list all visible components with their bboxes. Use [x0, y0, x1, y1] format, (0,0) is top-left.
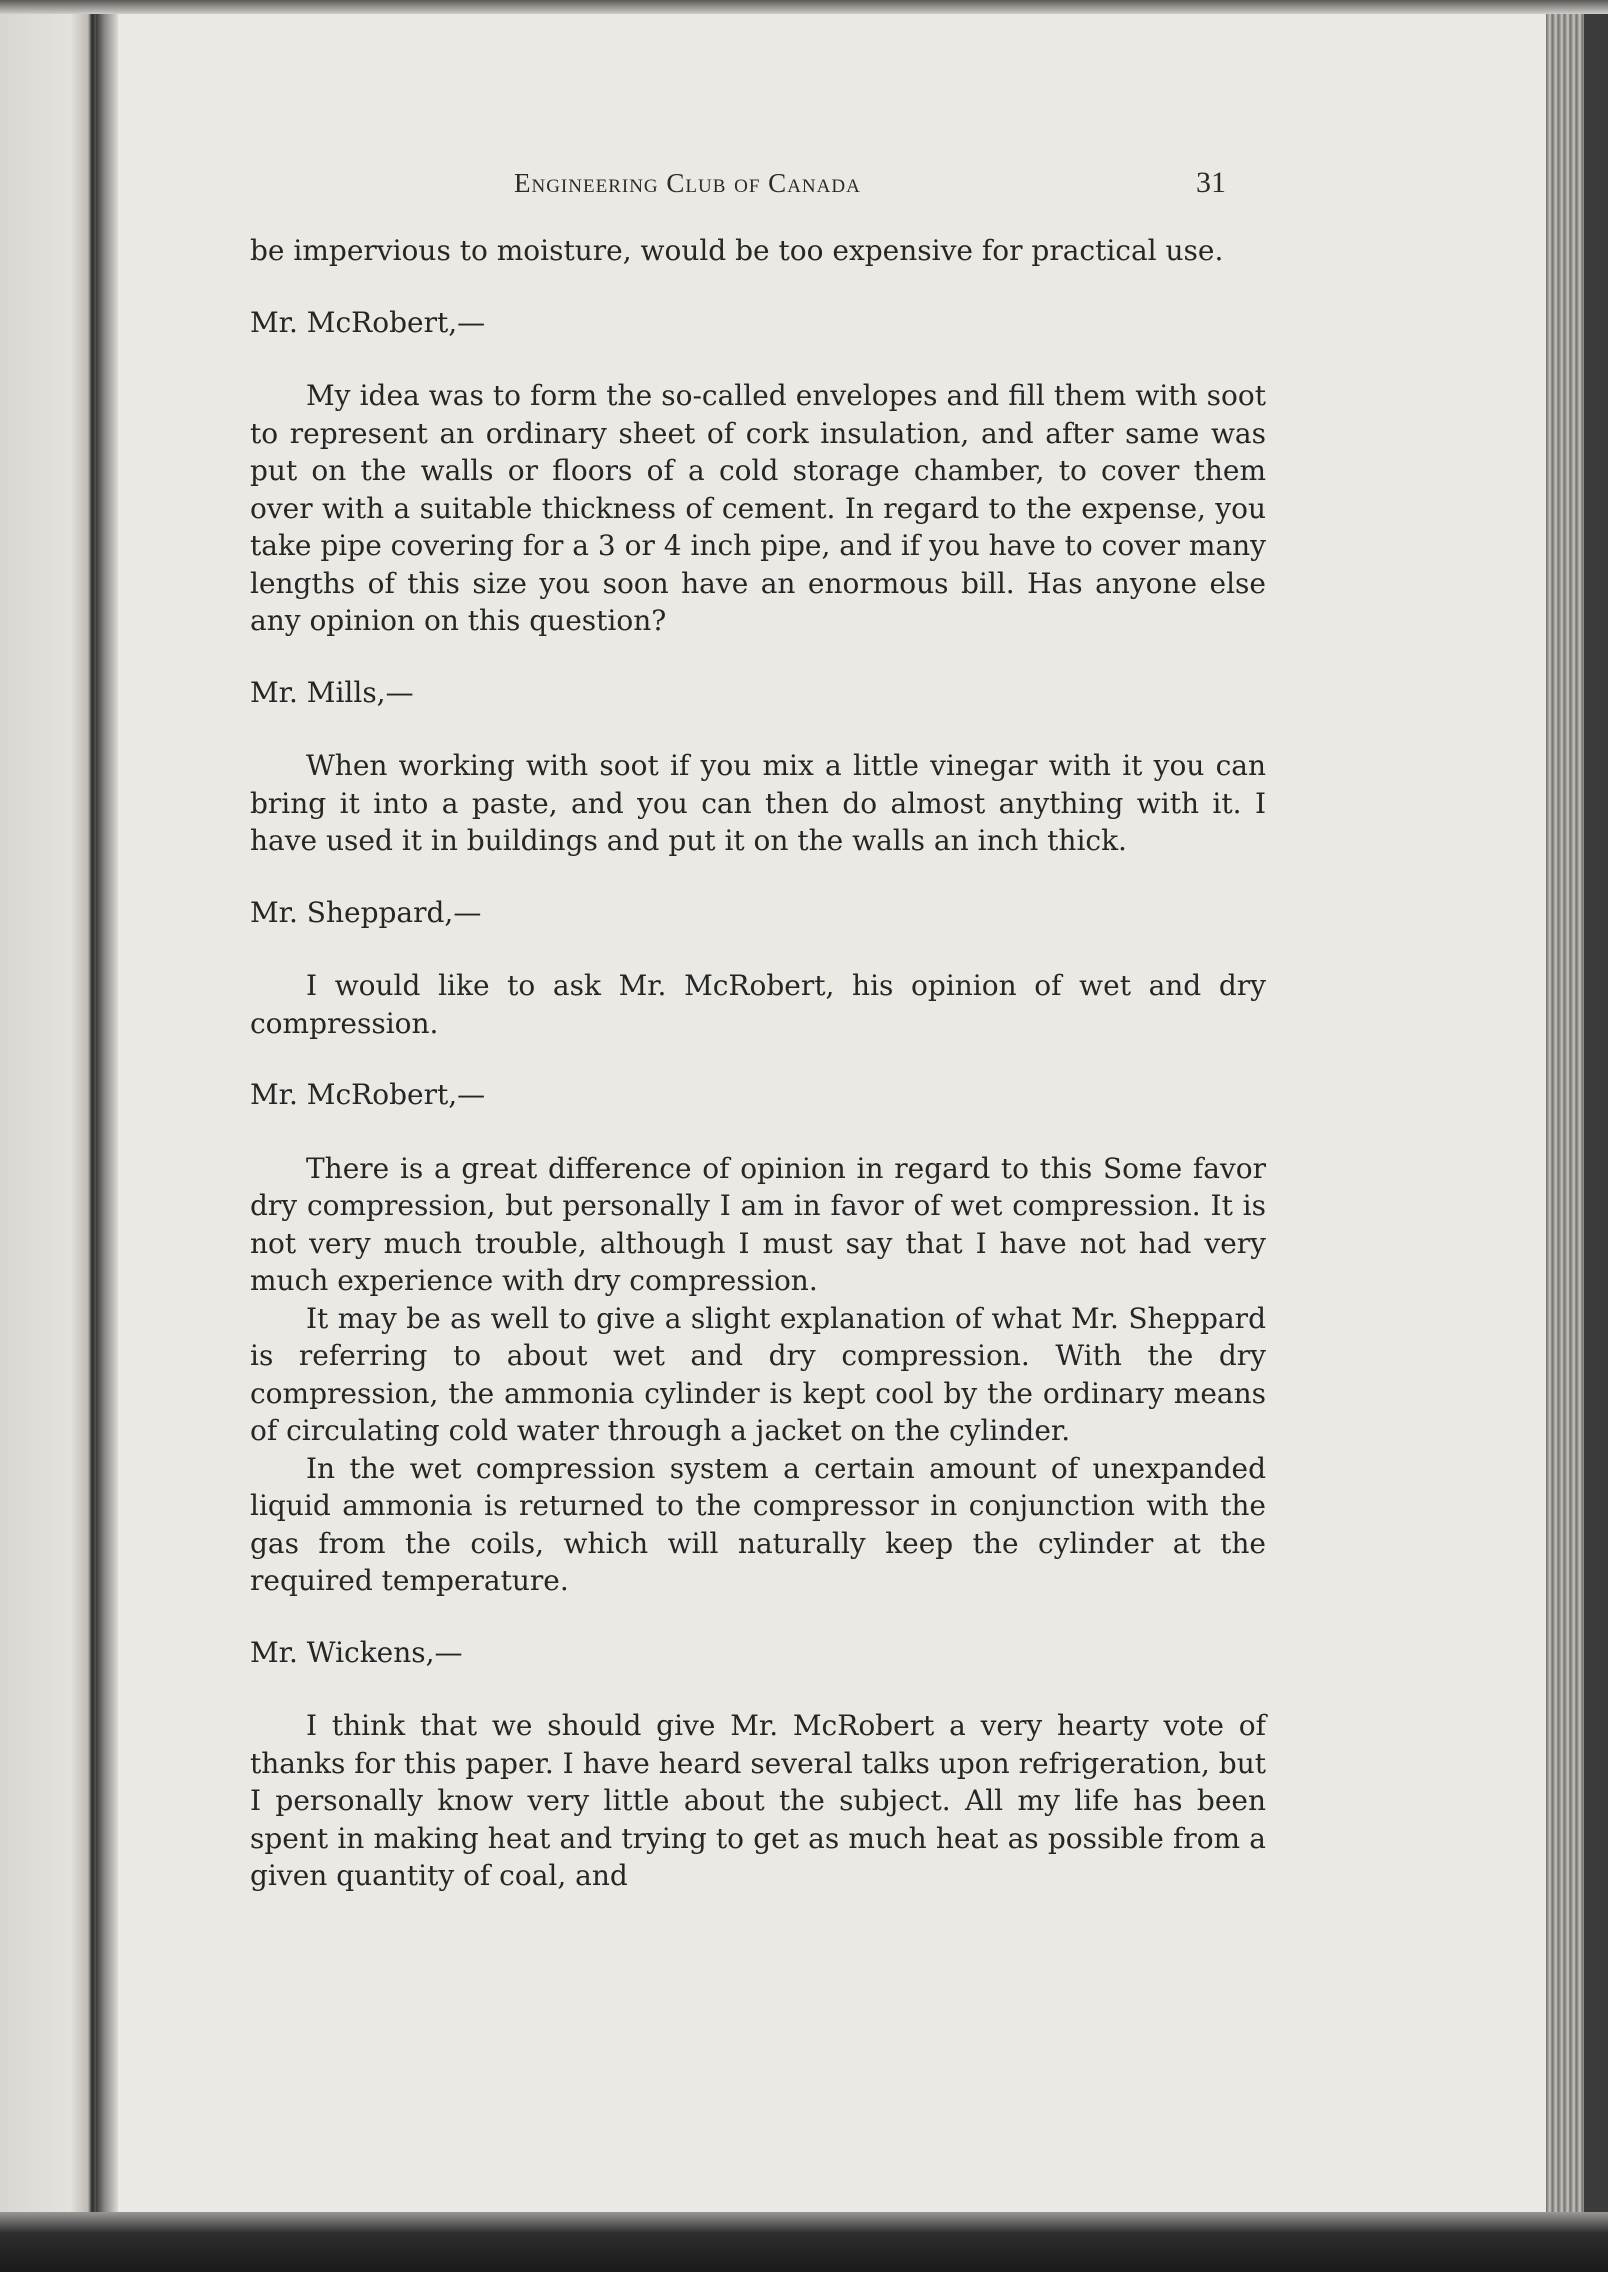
paragraph: I would like to ask Mr. McRobert, his opinion of wet and dry compression. — [250, 969, 1266, 1040]
running-header: Engineering Club of Canada — [514, 168, 861, 198]
speaker-label: Mr. Mills,— — [250, 675, 414, 709]
facing-page-edge — [0, 0, 100, 2272]
paragraph: It may be as well to give a slight explanation of what Mr. Sheppard is referring to about wet and dry compression. With the dry compression, the ammonia cylinder is kept cool by the ordinary means of circulating cold water through a jacket on the cylinder. — [250, 1301, 1266, 1447]
scan-border-top — [0, 0, 1608, 14]
speaker-label: Mr. McRobert,— — [250, 1078, 486, 1111]
page-number: 31 — [1196, 166, 1226, 199]
speaker-label: Mr. Sheppard,— — [250, 895, 482, 929]
scan-border-right — [1584, 0, 1608, 2272]
paragraph: In the wet compression system a certain amount of unexpanded liquid ammonia is returned to the compressor in conjunction with the gas from the coils, which will naturally keep the cylinder at the required temperature. — [250, 1451, 1266, 1597]
paragraph: When working with soot if you mix a little vinegar with it you can bring it into a paste, and you can then do almost anything with it. I have used it in buildings and put it on the walls an inch thick. — [250, 749, 1266, 857]
page-body — [250, 232, 1266, 1895]
scan-border-bottom — [0, 2212, 1608, 2272]
book-gutter — [96, 0, 118, 2272]
paragraph: I think that we should give Mr. McRobert a very hearty vote of thanks for this paper. I have heard several talks upon refrigeration, but I personally know very little about the subject. All my life has been spent in making heat and trying to get as much heat as possible from a given quantity of coal, and — [250, 1709, 1266, 1892]
paragraph: My idea was to form the so-called envelopes and fill them with soot to represent an ordinary sheet of cork insulation, and after same was put on the walls or floors of a cold storage chamber, to cover them over with a suitable thickness of cement. In regard to the expense, you take pipe covering for a 3 or 4 inch pipe, and if you have to cover many lengths of this size you soon have an enormous bill. Has anyone else any opinion on this question? — [250, 379, 1266, 637]
speaker-label: Mr. McRobert,— — [250, 305, 486, 339]
opening-paragraph: be impervious to moisture, would be too expensive for practical use. — [250, 234, 1224, 267]
paragraph: There is a great difference of opinion in regard to this Some favor dry compression, but personally I am in favor of wet compression. It is not very much trouble, although I must say that I have not had very much experience with dry compression. — [250, 1151, 1266, 1297]
speaker-label: Mr. Wickens,— — [250, 1635, 463, 1669]
